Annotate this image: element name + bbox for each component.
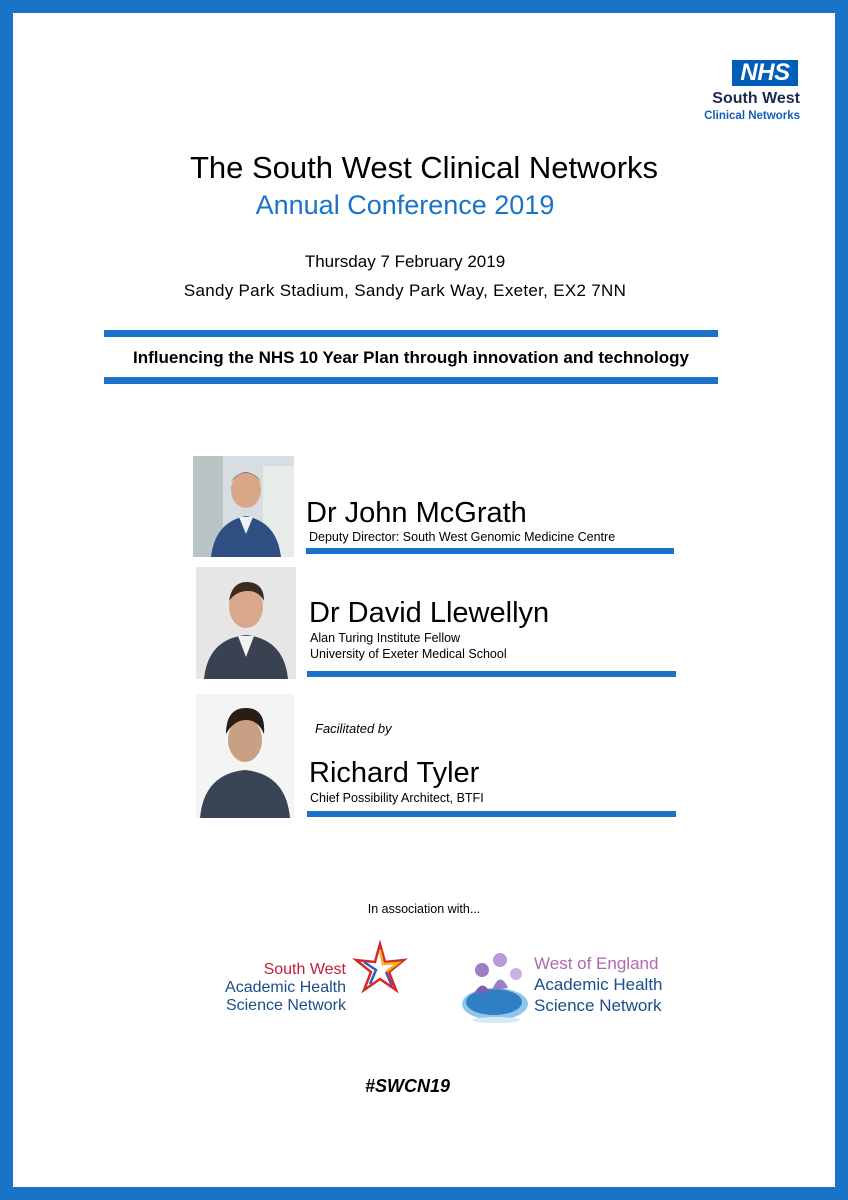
portrait-icon xyxy=(196,694,294,818)
event-venue: Sandy Park Stadium, Sandy Park Way, Exeter, EX2 7NN xyxy=(183,281,627,300)
woe-ahsn-logo-line3: Science Network xyxy=(534,996,662,1015)
theme-text: Influencing the NHS 10 Year Plan through innovation and technology xyxy=(132,348,690,367)
speaker-name: Dr John McGrath xyxy=(306,497,527,529)
people-icon xyxy=(460,946,530,1026)
speaker-name: Richard Tyler xyxy=(309,757,480,789)
portrait-icon xyxy=(193,456,294,557)
speaker-photo-john-mcgrath xyxy=(193,456,294,557)
speaker-photo-david-llewellyn xyxy=(196,567,296,679)
nhs-logo: NHS xyxy=(732,60,798,86)
page-title: The South West Clinical Networks xyxy=(189,150,659,185)
nhs-logo-region: South West xyxy=(712,90,800,107)
woe-ahsn-logo-line1: West of England xyxy=(534,954,659,973)
sw-ahsn-logo-line2: Academic Health xyxy=(225,979,346,996)
speaker-rule xyxy=(307,671,676,677)
speaker-role: Chief Possibility Architect, BTFI xyxy=(310,791,484,805)
speaker-name: Dr David Llewellyn xyxy=(309,597,550,629)
nhs-logo-network: Clinical Networks xyxy=(704,110,800,122)
event-date: Thursday 7 February 2019 xyxy=(304,252,506,271)
facilitated-by-label: Facilitated by xyxy=(315,721,392,736)
theme-rule-top xyxy=(104,330,718,337)
theme-rule-bottom xyxy=(104,377,718,384)
star-icon xyxy=(352,940,408,996)
speaker-rule xyxy=(306,548,674,554)
association-label: In association with... xyxy=(367,902,481,916)
woe-ahsn-logo-line2: Academic Health xyxy=(534,975,663,994)
hashtag: #SWCN19 xyxy=(364,1076,451,1096)
speaker-photo-richard-tyler xyxy=(196,694,294,818)
speaker-rule xyxy=(307,811,676,817)
sw-ahsn-logo-line1: South West xyxy=(263,961,346,978)
page-subtitle: Annual Conference 2019 xyxy=(255,190,555,220)
speaker-role: Deputy Director: South West Genomic Medicine Centre xyxy=(309,530,616,544)
speaker-role: Alan Turing Institute Fellow xyxy=(310,631,461,645)
portrait-icon xyxy=(196,567,296,679)
speaker-role-line2: University of Exeter Medical School xyxy=(310,647,507,661)
sw-ahsn-logo-line3: Science Network xyxy=(225,997,346,1014)
